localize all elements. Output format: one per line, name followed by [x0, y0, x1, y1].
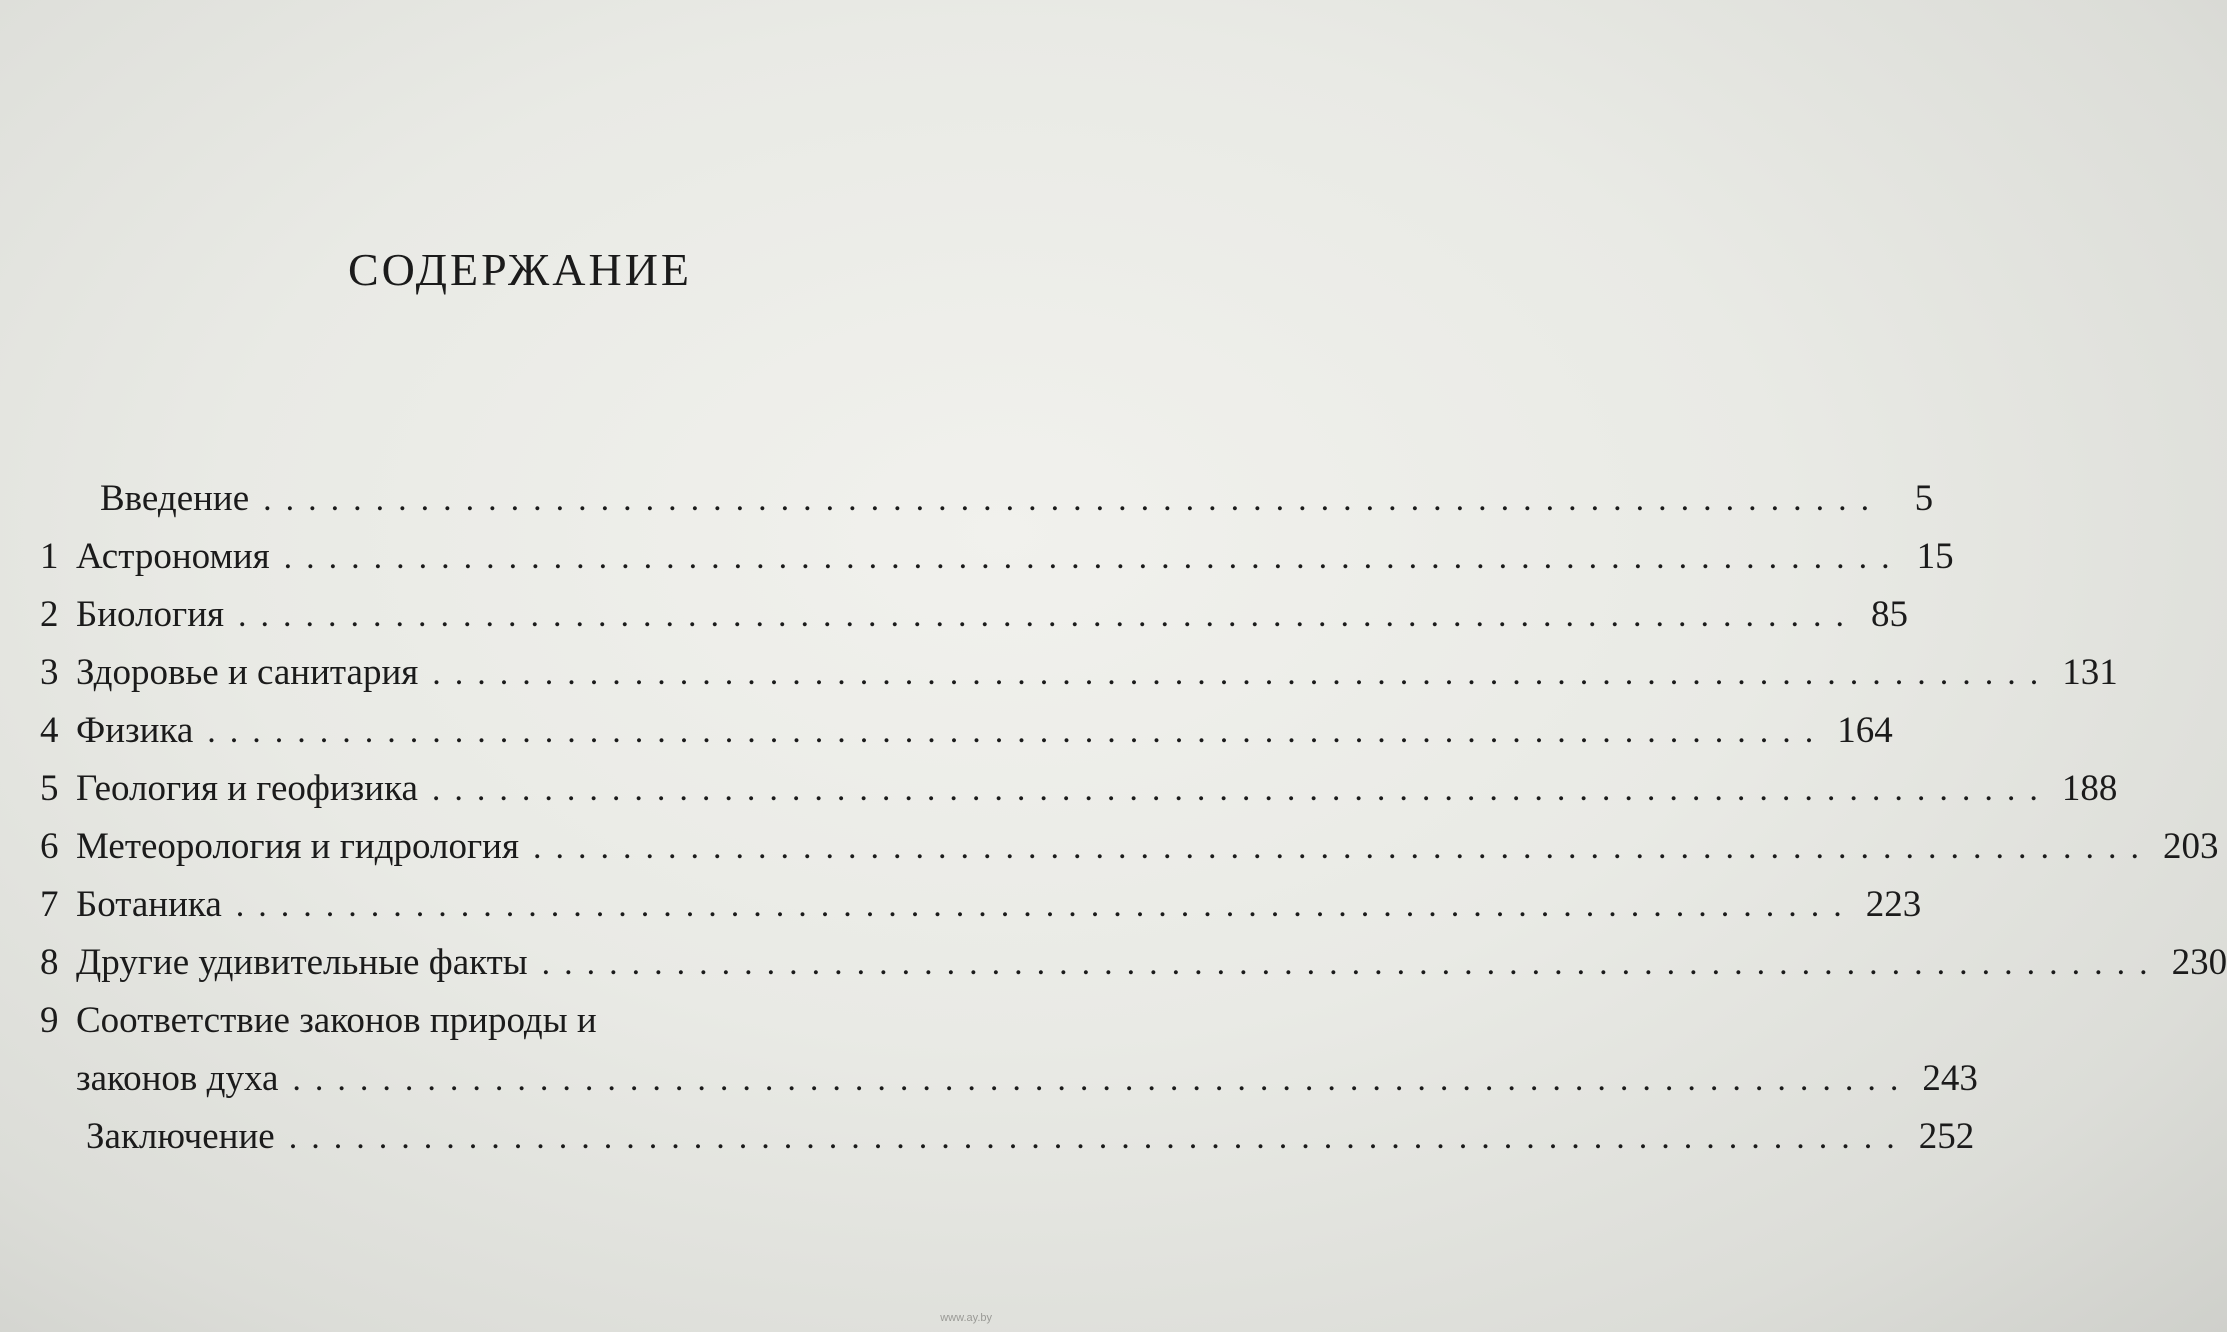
toc-entry-title: Метеорология и гидрология [76, 826, 519, 867]
dot-leader: ........................................................................ [431, 771, 2052, 808]
toc-entry-page: 243 [1922, 1058, 1978, 1099]
dot-leader: ........................................................................ [283, 539, 1904, 576]
toc-entry-title: Соответствие законов природы и [76, 1000, 597, 1041]
toc-entry-page: 203 [2162, 826, 2219, 867]
toc-entry-title-continuation: законов духа [76, 1058, 279, 1099]
dot-leader: ........................................................................ [532, 829, 2153, 866]
toc-entry-page: 188 [2061, 768, 2118, 809]
table-of-contents [40, 470, 2227, 1166]
dot-leader: ........................................................................ [288, 1119, 1909, 1156]
toc-entry-page: 131 [2062, 652, 2118, 693]
toc-entry-introduction [40, 470, 1934, 528]
toc-entry-other-facts [40, 934, 2227, 992]
toc-entry-geology [40, 760, 2118, 818]
toc-entry-title: Другие удивительные факты [76, 942, 528, 983]
dot-leader: ........................................................................ [292, 1061, 1913, 1098]
toc-entry-title: Биология [76, 594, 225, 635]
toc-entry-number: 3 [40, 652, 59, 693]
toc-entry-laws-line1 [40, 992, 958, 1050]
toc-entry-title: Геология и геофизика [76, 768, 418, 809]
toc-entry-number: 1 [40, 536, 59, 577]
toc-entry-number: 5 [40, 768, 59, 809]
watermark-text: www.ay.by [940, 1312, 992, 1324]
toc-entry-number: 7 [40, 884, 59, 925]
toc-entry-number: 6 [40, 826, 59, 867]
dot-leader: ........................................................................ [541, 945, 2162, 982]
toc-entry-title: Ботаника [76, 884, 222, 925]
dot-leader: ........................................................................ [263, 481, 1884, 518]
toc-entry-astronomy [40, 528, 1954, 586]
dot-leader: ........................................................................ [238, 597, 1859, 634]
toc-entry-page: 164 [1837, 710, 1893, 751]
toc-entry-page: 15 [1916, 536, 1954, 577]
dot-leader: ........................................................................ [207, 713, 1828, 750]
toc-entry-title: Здоровье и санитария [76, 652, 419, 693]
toc-entry-meteorology [40, 818, 2219, 876]
toc-entry-physics [40, 702, 1893, 760]
toc-entry-botany [40, 876, 1922, 934]
toc-entry-health [40, 644, 2118, 702]
dot-leader: ........................................................................ [235, 887, 1856, 924]
toc-entry-conclusion [40, 1108, 1975, 1166]
page-title: СОДЕРЖАНИЕ [347, 244, 693, 295]
toc-entry-page: 223 [1865, 884, 1922, 925]
toc-entry-number: 8 [40, 942, 59, 983]
dot-leader: ........................................................................ [432, 655, 2053, 692]
toc-entry-page: 252 [1918, 1116, 1975, 1157]
toc-entry-number: 9 [40, 1000, 59, 1041]
toc-entry-title: Астрономия [76, 536, 270, 577]
toc-entry-laws-line2 [40, 1050, 1978, 1108]
toc-entry-title: Введение [100, 478, 250, 519]
toc-entry-page: 85 [1871, 594, 1909, 635]
toc-entry-number: 4 [40, 710, 59, 751]
toc-entry-page: 230 [2171, 942, 2227, 983]
toc-entry-page: 5 [1914, 478, 1934, 519]
toc-entry-biology [40, 586, 1909, 644]
toc-entry-number: 2 [40, 594, 59, 635]
toc-entry-title: Физика [76, 710, 194, 751]
toc-entry-title: Заключение [86, 1116, 275, 1157]
